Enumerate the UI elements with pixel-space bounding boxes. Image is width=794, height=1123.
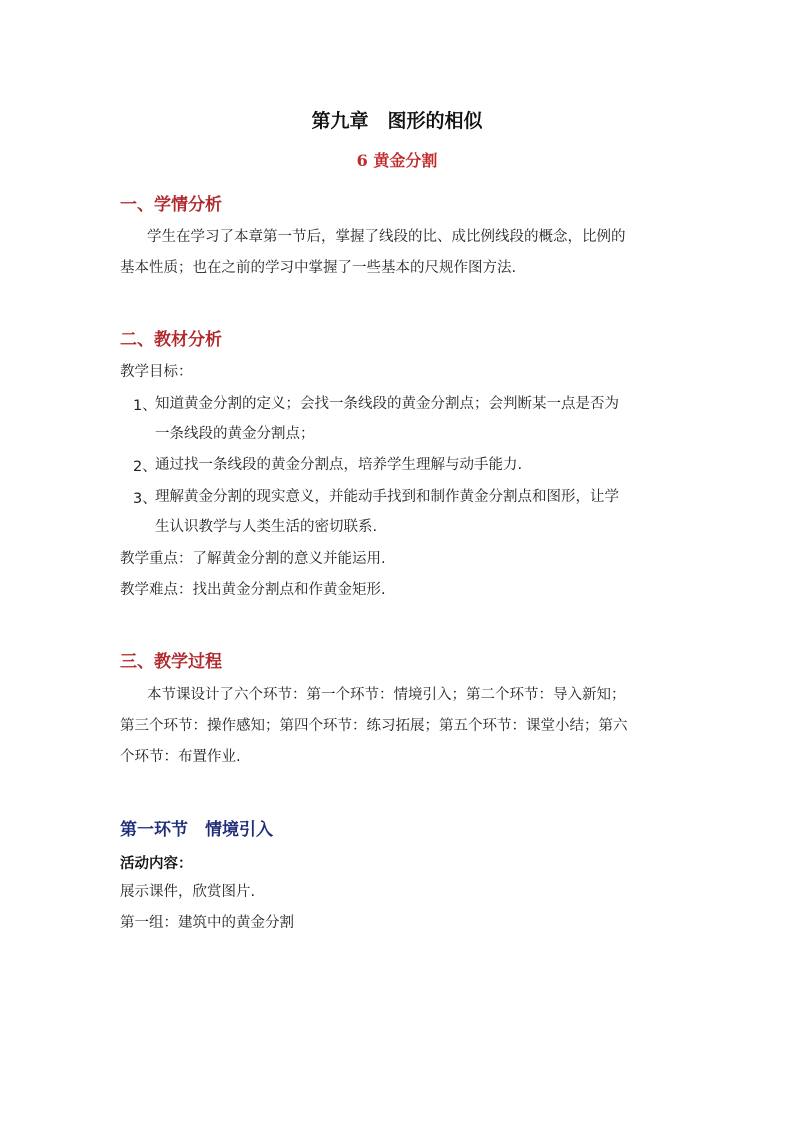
process-line-1: 本节课设计了六个环节：第一个环节：情境引入；第二个环节：导入新知； bbox=[147, 687, 626, 703]
section-heading-student-analysis: 一、学情分析 bbox=[120, 195, 222, 215]
goal-1-line-2: 一条线段的黄金分割点； bbox=[155, 426, 315, 442]
goal-3-line-2: 生认识教学与人类生活的密切联系. bbox=[155, 519, 378, 535]
section-heading-material-analysis: 二、教材分析 bbox=[120, 330, 222, 350]
goal-number: 1、 bbox=[133, 398, 157, 414]
goal-2-line-1: 通过找一条线段的黄金分割点，培养学生理解与动手能力. bbox=[155, 457, 523, 473]
activity-line-2: 第一组：建筑中的黄金分割 bbox=[120, 915, 294, 931]
goal-1-line-1: 知道黄金分割的定义；会找一条线段的黄金分割点；会判断某一点是否为 bbox=[155, 396, 619, 412]
chapter-title: 第九章 图形的相似 bbox=[311, 110, 483, 132]
student-analysis-line-2: 基本性质；也在之前的学习中掌握了一些基本的尺规作图方法. bbox=[120, 260, 517, 276]
activity-line-1: 展示课件，欣赏图片. bbox=[120, 884, 256, 900]
student-analysis-line-1: 学生在学习了本章第一节后，掌握了线段的比、成比例线段的概念，比例的 bbox=[147, 229, 626, 245]
activity-content-label: 活动内容： bbox=[120, 856, 193, 872]
section-heading-teaching-process: 三、教学过程 bbox=[120, 652, 222, 672]
goal-number: 2、 bbox=[133, 459, 157, 475]
process-line-3: 个环节：布置作业. bbox=[120, 749, 241, 765]
step-1-heading: 第一环节 情境引入 bbox=[120, 820, 273, 840]
lesson-title: 6 黄金分割 bbox=[356, 151, 438, 170]
process-line-2: 第三个环节：操作感知；第四个环节：练习拓展；第五个环节：课堂小结；第六 bbox=[120, 718, 628, 734]
teaching-difficulty: 教学难点：找出黄金分割点和作黄金矩形. bbox=[120, 582, 386, 598]
goal-number: 3、 bbox=[133, 491, 157, 507]
teaching-goals-label: 教学目标： bbox=[120, 364, 193, 380]
goal-3-line-1: 理解黄金分割的现实意义，并能动手找到和制作黄金分割点和图形，让学 bbox=[155, 489, 619, 505]
teaching-key-point: 教学重点：了解黄金分割的意义并能运用. bbox=[120, 551, 386, 567]
